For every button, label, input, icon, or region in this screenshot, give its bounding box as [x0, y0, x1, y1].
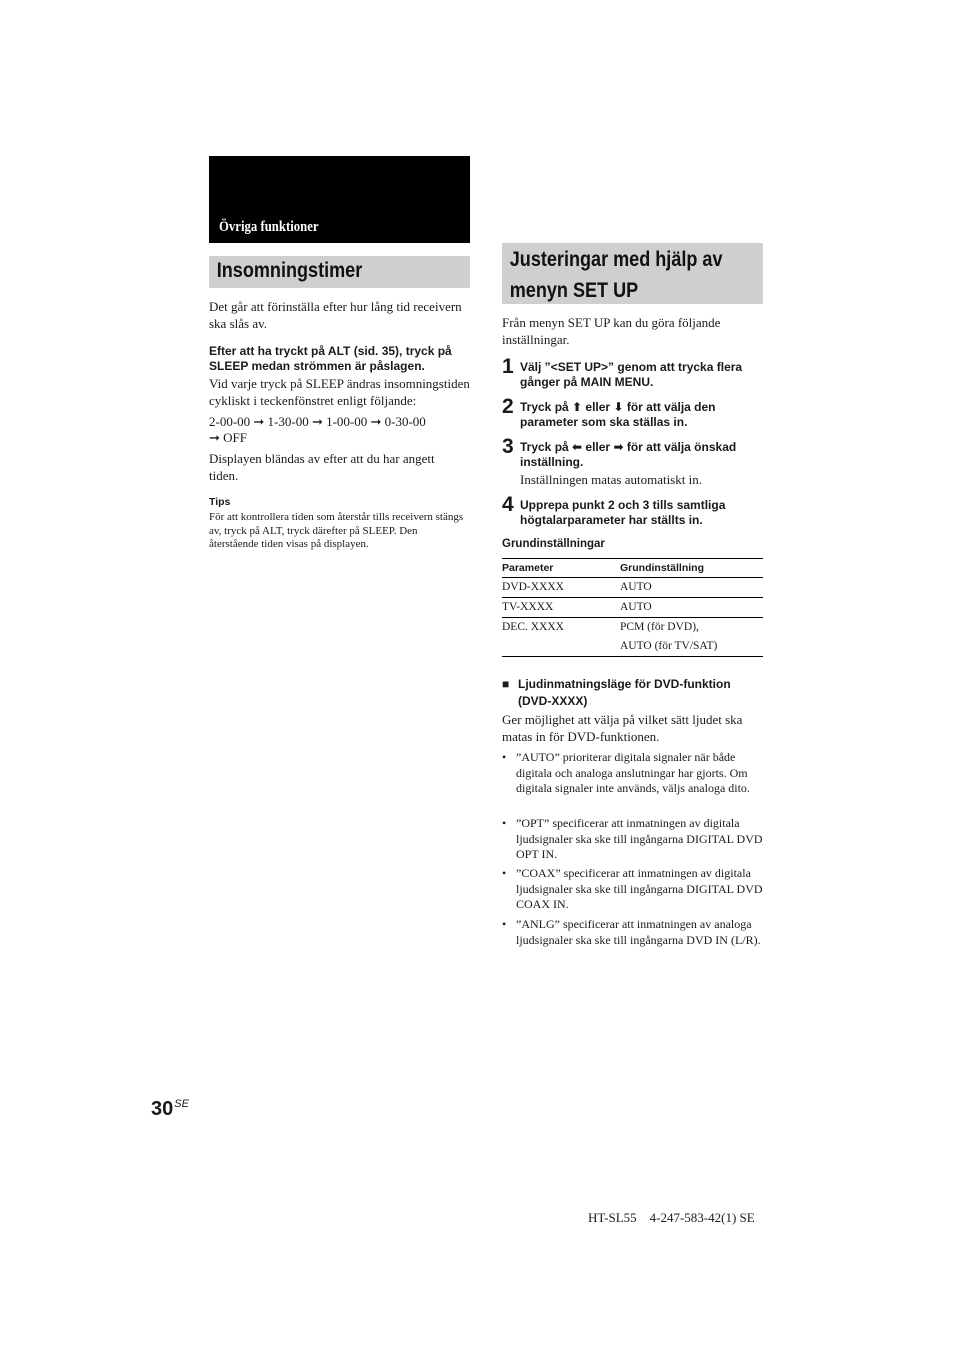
table-row — [502, 577, 763, 597]
step-3-note: Inställningen matas automatiskt in. — [520, 472, 702, 487]
table-row — [502, 617, 763, 657]
step-number: 1 — [502, 355, 514, 378]
settings-table — [502, 558, 763, 657]
bullet-text: ”ANLG” specificerar att inmatningen av analoga ljudsignaler ska ske till ingångarna DVD IN (L/R). — [516, 917, 761, 947]
subsection-line2: (DVD-XXXX) — [518, 694, 588, 708]
bullet-dot: • — [502, 866, 507, 880]
footer-model: HT-SL55 4-247-583-42(1) SE — [588, 1210, 755, 1225]
step-text: Välj ”<SET UP>” genom att trycka flera gånger på MAIN MENU. — [520, 360, 743, 389]
table-cell: AUTO — [620, 601, 652, 613]
table-title: Grundinställningar — [502, 538, 605, 550]
heading-line1: Justeringar med hjälp av — [509, 248, 723, 271]
table-cell: DVD-XXXX — [502, 581, 564, 593]
table-header: Parameter — [502, 562, 554, 574]
step-number: 2 — [502, 395, 514, 418]
step-text: Tryck på ⬆ eller ⬇ för att välja den parameter som ska ställas in. — [520, 400, 716, 429]
bullet-dot: • — [502, 917, 507, 931]
bullet-dot: • — [502, 816, 507, 830]
bullet-dot: • — [502, 750, 507, 764]
table-header: Grundinställning — [620, 562, 704, 574]
page-number — [151, 1098, 189, 1121]
right-intro: Från menyn SET UP kan du göra följande inställningar. — [502, 315, 721, 347]
tips-text: För att kontrollera tiden som återstår tills receivern stängs av, tryck på ALT, tryck därefter på SLEEP. Den återstående tiden visas på displayen. — [209, 511, 464, 550]
page-number-value: 30 — [151, 1098, 174, 1120]
left-intro: Det går att förinställa efter hur lång tid receivern ska slås av. — [209, 299, 462, 331]
left-instruction: Efter att ha tryckt på ALT (sid. 35), tryck på SLEEP medan strömmen är påslagen. — [209, 344, 452, 373]
tips-label: Tips — [209, 496, 231, 508]
step-text: Upprepa punkt 2 och 3 tills samtliga högtalarparameter har ställts in. — [520, 498, 726, 527]
step-number: 4 — [502, 493, 514, 516]
table-cell: PCM (för DVD), — [620, 621, 699, 633]
page-number-suffix: SE — [174, 1098, 189, 1110]
heading-text: Insomningstimer — [216, 259, 363, 282]
section-tab-label: Övriga funktioner — [219, 219, 319, 235]
table-cell: TV-XXXX — [502, 601, 554, 613]
left-para2: Displayen bländas av efter att du har angett tiden. — [209, 451, 435, 483]
step-text: Tryck på ⬅ eller ➡ för att välja önskad inställning. — [520, 440, 737, 469]
table-cell: AUTO (för TV/SAT) — [620, 640, 718, 652]
table-cell: AUTO — [620, 581, 652, 593]
heading-line2: menyn SET UP — [509, 279, 639, 302]
subsection-intro: Ger möjlighet att välja på vilket sätt ljudet ska matas in för DVD-funktionen. — [502, 712, 743, 744]
left-para1: Vid varje tryck på SLEEP ändras insomningstiden cykliskt i teckenfönstret enligt följande: — [209, 376, 470, 408]
bullet-text: ”COAX” specificerar att inmatningen av digitala ljudsignaler ska ske till ingångarna DIGITAL DVD COAX IN. — [516, 866, 763, 911]
sequence-line1: 2-00-00 ➞ 1-30-00 ➞ 1-00-00 ➞ 0-30-00 — [209, 414, 426, 429]
step-number: 3 — [502, 435, 514, 458]
section-tab — [209, 156, 470, 243]
heading-insomningstimer — [209, 256, 470, 288]
subsection-marker: ■ — [502, 677, 510, 691]
table-row — [502, 597, 763, 617]
sequence-line2: ➞ OFF — [209, 430, 247, 445]
heading-set-up — [502, 243, 763, 304]
bullet-text: ”AUTO” prioriterar digitala signaler när både digitala och analoga anslutningar har gjorts. Om digitala signaler inte används, väljs analoga dito. — [516, 750, 750, 795]
subsection-line1: Ljudinmatningsläge för DVD-funktion — [518, 677, 731, 691]
bullet-text: ”OPT” specificerar att inmatningen av digitala ljudsignaler ska ske till ingångarna DIGITAL DVD OPT IN. — [516, 816, 763, 861]
table-cell: DEC. XXXX — [502, 621, 564, 633]
table-header-row — [502, 558, 763, 577]
